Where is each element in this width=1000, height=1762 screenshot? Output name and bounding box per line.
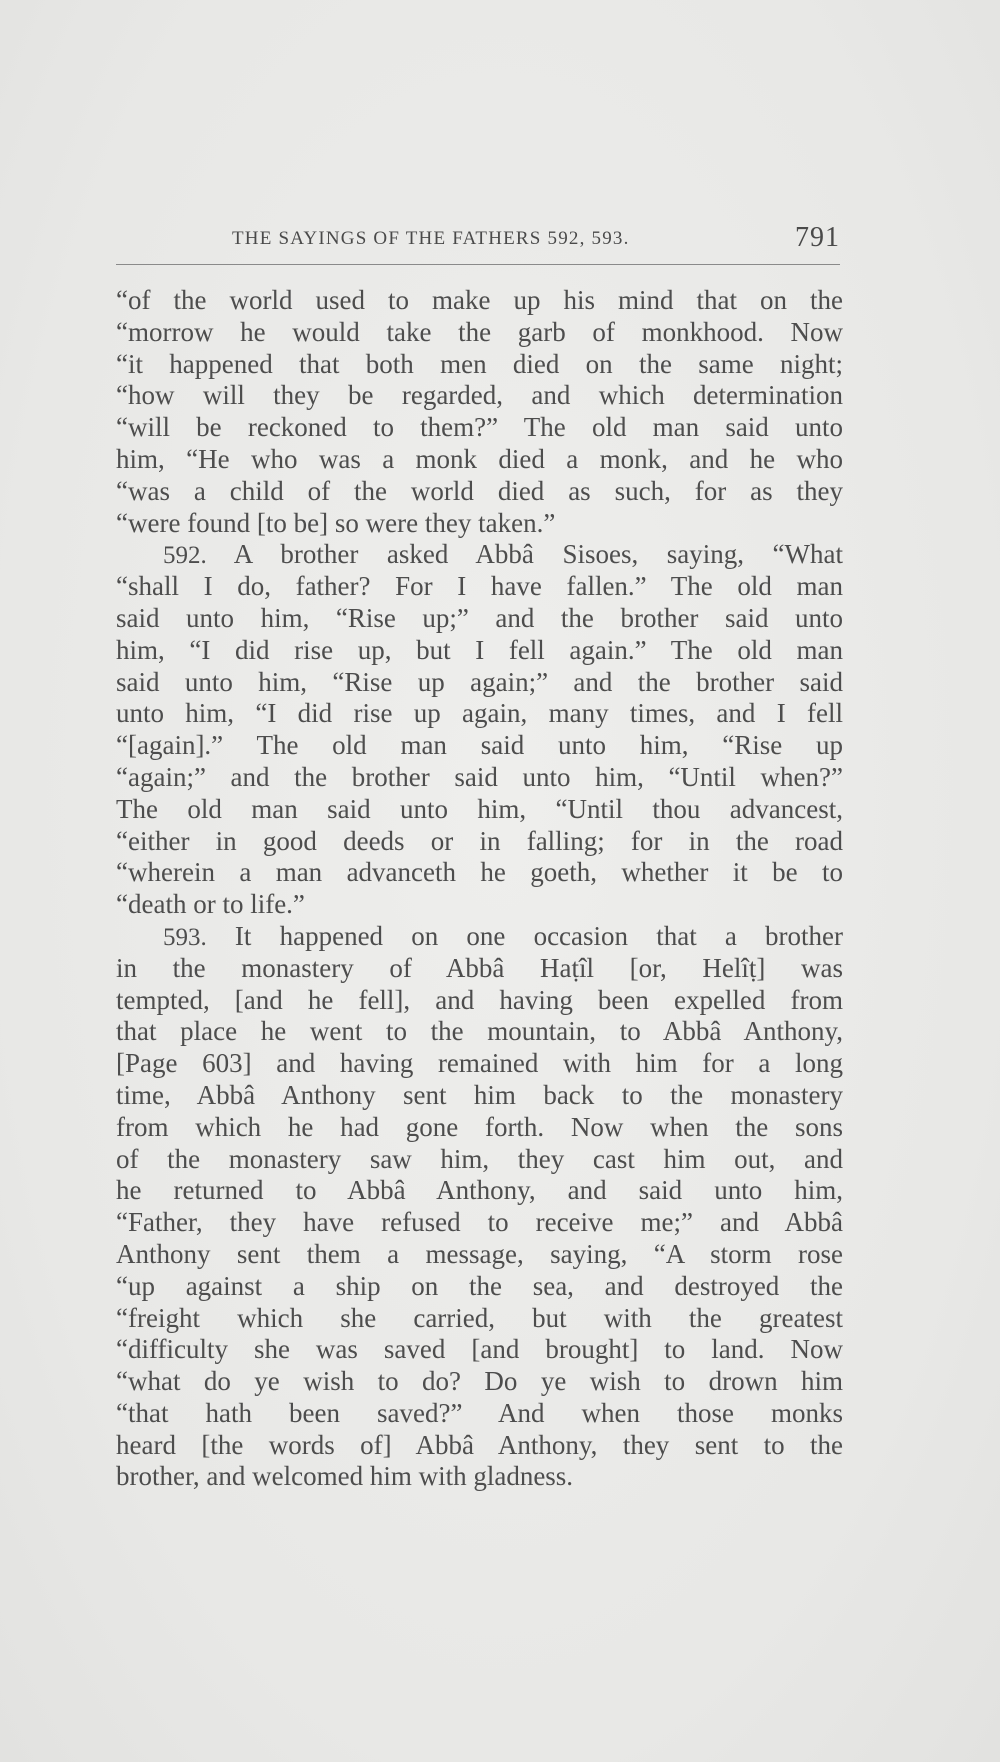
text-line-content: It happened on one occasion that a brother: [206, 920, 843, 951]
header-rule: [116, 264, 840, 265]
text-line: The old man said unto him, “Until thou advancest,: [116, 793, 843, 824]
text-line: “Father, they have refused to receive me;” and Abbâ: [116, 1207, 843, 1238]
text-line: time, Abbâ Anthony sent him back to the monastery: [116, 1079, 843, 1110]
text-line: “was a child of the world died as such, for as they: [116, 475, 843, 506]
text-line: “either in good deeds or in falling; for in the road: [116, 825, 843, 856]
paragraph-592: [116, 539, 843, 921]
text-line: of the monastery saw him, they cast him out, and: [116, 1143, 843, 1174]
text-line: he returned to Abbâ Anthony, and said unto him,: [116, 1175, 843, 1206]
page-number: 791: [795, 222, 840, 253]
page-header: [0, 222, 840, 266]
text-line: “were found [to be] so were they taken.”: [116, 507, 556, 538]
text-line: “again;” and the brother said unto him, “Until when?”: [116, 761, 843, 792]
text-line: said unto him, “Rise up again;” and the brother said: [116, 666, 843, 697]
text-line: “how will they be regarded, and which determination: [116, 380, 843, 411]
text-line: unto him, “I did rise up again, many times, and I fell: [116, 698, 843, 729]
text-line: him, “He who was a monk died a monk, and he who: [116, 443, 843, 474]
text-line: in the monastery of Abbâ Haṭîl [or, Helîṭ] was: [116, 952, 843, 983]
text-line: “[again].” The old man said unto him, “Rise up: [116, 730, 843, 761]
paragraph-593: [116, 921, 843, 1493]
text-line: “that hath been saved?” And when those monks: [116, 1397, 843, 1428]
text-line: “morrow he would take the garb of monkhood. Now: [116, 316, 843, 347]
paragraph-number: 593.: [163, 923, 207, 951]
text-line: said unto him, “Rise up;” and the brother said unto: [116, 602, 843, 633]
text-line: Anthony sent them a message, saying, “A storm rose: [116, 1238, 843, 1269]
text-line: “up against a ship on the sea, and destroyed the: [116, 1270, 843, 1301]
text-line: “will be reckoned to them?” The old man said unto: [116, 412, 843, 443]
text-line: “freight which she carried, but with the greatest: [116, 1302, 843, 1333]
text-line: brother, and welcomed him with gladness.: [116, 1461, 574, 1492]
paragraph-number: 592.: [163, 542, 207, 570]
text-line: heard [the words of] Abbâ Anthony, they sent to the: [116, 1429, 843, 1460]
text-line: [116, 921, 843, 953]
text-line: him, “I did rise up, but I fell again.” The old man: [116, 634, 843, 665]
text-line: “of the world used to make up his mind that on the: [116, 285, 843, 315]
text-line: [Page 603] and having remained with him for a long: [116, 1048, 843, 1079]
paragraph-continuation: [116, 285, 843, 539]
text-line: “it happened that both men died on the same night;: [116, 348, 843, 379]
text-line: that place he went to the mountain, to Abbâ Anthony,: [116, 1016, 843, 1047]
body-text: [116, 285, 843, 1493]
text-line: “wherein a man advanceth he goeth, whether it be to: [116, 857, 843, 888]
text-line: “shall I do, father? For I have fallen.” The old man: [116, 571, 843, 602]
running-head: THE SAYINGS OF THE FATHERS 592, 593.: [232, 228, 630, 249]
text-line: [116, 539, 843, 571]
text-line: “what do ye wish to do? Do ye wish to drown him: [116, 1366, 843, 1397]
text-line: tempted, [and he fell], and having been expelled from: [116, 984, 843, 1015]
text-line: “difficulty she was saved [and brought] to land. Now: [116, 1334, 843, 1365]
text-line: “death or to life.”: [116, 889, 305, 920]
text-line: from which he had gone forth. Now when the sons: [116, 1111, 843, 1142]
text-line-content: A brother asked Abbâ Sisoes, saying, “What: [206, 539, 843, 570]
